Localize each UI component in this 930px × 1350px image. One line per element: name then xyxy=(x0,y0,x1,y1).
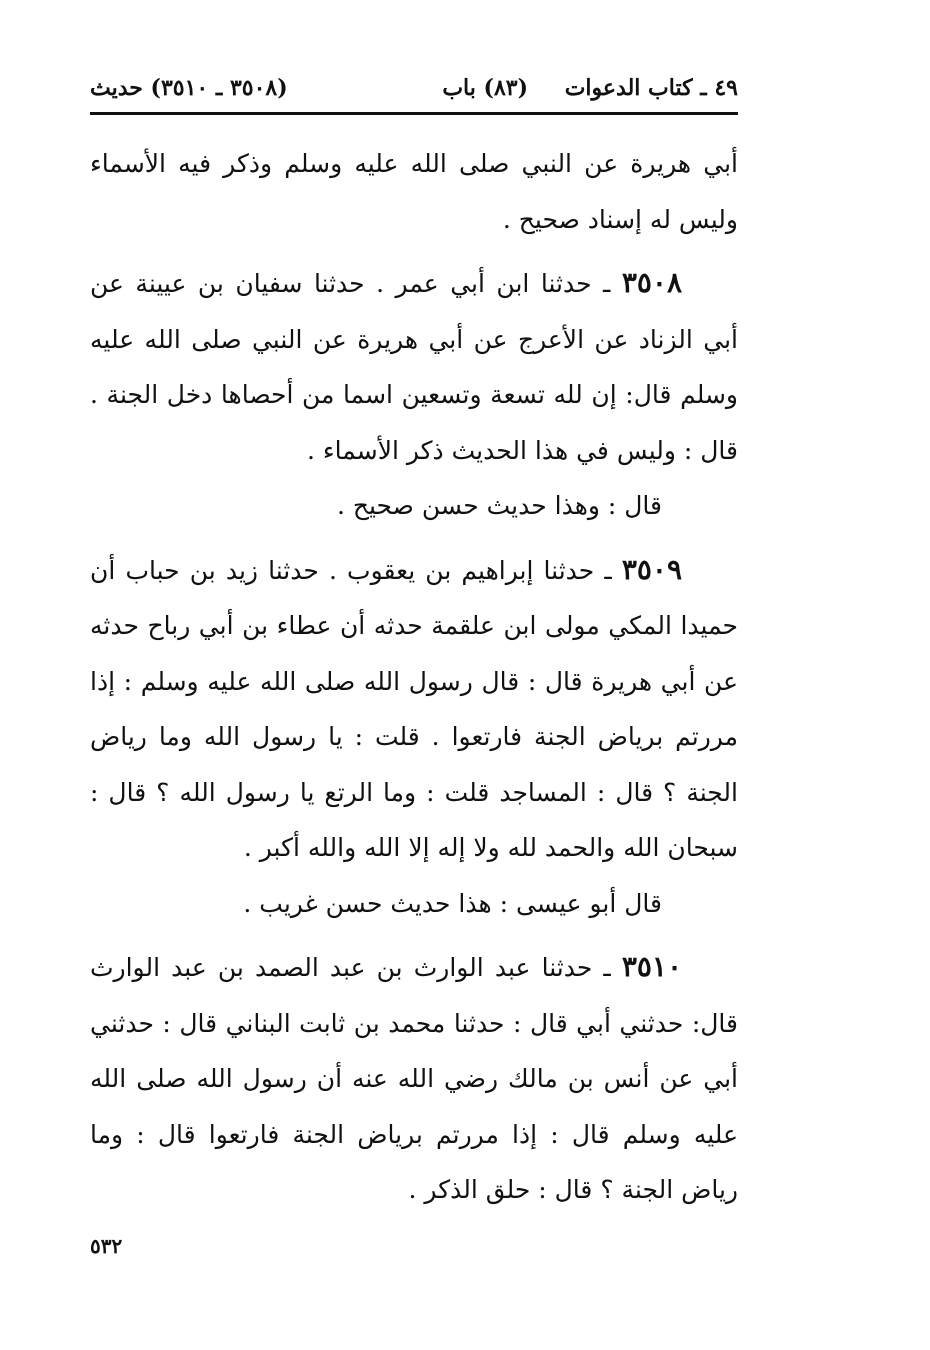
hadith-text: ـ حدثنا ابن أبي عمر . حدثنا سفيان بن عيينة عن أبي الزناد عن الأعرج عن أبي هريرة عن النبي صلى الله عليه وسلم قال: إن لله تسعة وتسعين اسما من أحصاها دخل الجنة . قال : وليس في هذا الحديث ذكر الأسماء . xyxy=(90,269,738,465)
book-page xyxy=(90,50,738,1300)
hadith-text: ـ حدثنا عبد الوارث بن عبد الصمد بن عبد الوارث قال: حدثني أبي قال : حدثنا محمد بن ثابت البناني قال : حدثني أبي عن أنس بن مالك رضي الله عنه أن رسول الله صلى الله عليه وسلم قال : إذا مررتم برياض الجنة فارتعوا قال : وما رياض الجنة ؟ قال : حلق الذكر . xyxy=(90,953,738,1204)
hadith-3508 xyxy=(90,255,738,478)
header-rule xyxy=(90,112,738,115)
hadith-3509-grading: قال أبو عيسى : هذا حديث حسن غريب . xyxy=(243,888,662,918)
hadith-range: (٣٥٠٨ ـ ٣٥١٠) حديث xyxy=(90,75,288,101)
running-header xyxy=(90,68,738,108)
hadith-3508-grading: قال : وهذا حديث حسن صحيح . xyxy=(336,491,662,520)
chapter-label: (٨٣) باب xyxy=(442,75,528,101)
page-body xyxy=(90,136,738,1218)
page-number: ٥٣٢ xyxy=(90,1234,123,1258)
opening-paragraph: أبي هريرة عن النبي صلى الله عليه وسلم وذكر فيه الأسماء وليس له إسناد صحيح . xyxy=(90,149,738,234)
hadith-number: ٣٥٠٩ xyxy=(621,552,682,586)
hadith-number: ٣٥١٠ xyxy=(621,950,682,983)
hadith-number: ٣٥٠٨ xyxy=(621,266,682,299)
hadith-text: ـ حدثنا إبراهيم بن يعقوب . حدثنا زيد بن حباب أن حميدا المكي مولى ابن علقمة حدثه أن عطاء بن أبي رباح حدثه عن أبي هريرة قال : قال رسول الله صلى الله عليه وسلم : إذا مررتم برياض الجنة فارتعوا . قلت : يا رسول الله وما رياض الجنة ؟ قال : المساجد قلت : وما الرتع يا رسول الله ؟ قال : سبحان الله والحمد لله ولا إله إلا الله والله أكبر . xyxy=(90,555,738,862)
hadith-3510 xyxy=(90,939,738,1218)
hadith-3509 xyxy=(90,542,738,876)
book-title: ٤٩ ـ كتاب الدعوات xyxy=(564,75,738,101)
